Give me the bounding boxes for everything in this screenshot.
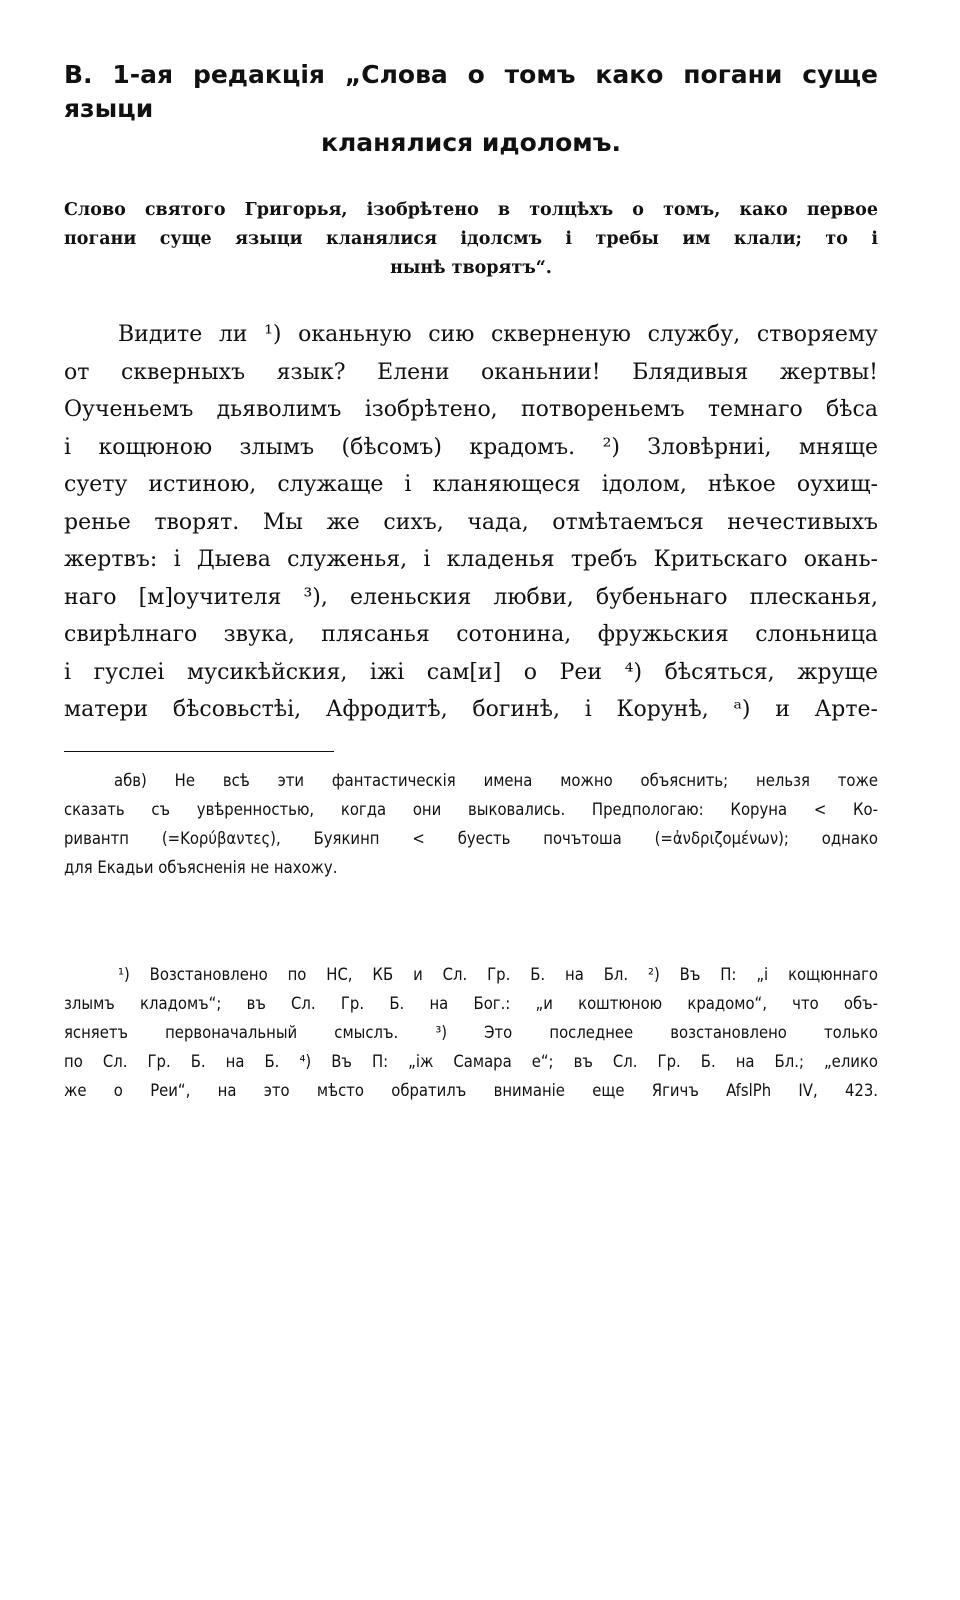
sermon-title-line: нынѣ творятъ“. [390, 258, 552, 278]
sermon-title-line: Слово святого Григорья, ізобрѣтено в толцѣхъ о томъ, како первое [64, 200, 878, 220]
footnote-line: же о Реи“, на это мѣсто обратилъ вниманіе еще Ягичъ AfslPh IV, 423. [64, 1080, 878, 1100]
text-line: Оученьемъ дьяволимъ ізобрѣтено, потвореньемъ темнаго бѣса [64, 397, 878, 422]
text-line: ренье творят. Мы же сихъ, чада, отмѣтаемъся нечестивыхъ [64, 509, 878, 535]
text-line: суету истиною, служаще і кланяющеся ідолом, нѣкое оухищ- [64, 472, 878, 497]
text-line: жертвъ: і Дыева служенья, і кладенья требъ Критьскаго окань- [64, 547, 878, 572]
sermon-title-line: погани суще языци кланялися ідолсмъ і требы им клали; то і [64, 229, 878, 249]
footnote-line: ¹) Возстановлено по НС, КБ и Сл. Гр. Б. на Бл. ²) Въ П: „і кощюннаго [118, 964, 878, 984]
editorial-note [64, 766, 878, 882]
footnotes [64, 960, 878, 1105]
text-line: от скверныхъ язык? Елени оканьнии! Блядивыя жертвы! [64, 359, 878, 385]
main-text [64, 316, 878, 729]
footnote-divider [64, 751, 334, 752]
text-line: і кощюною злымъ (бѣсомъ) крадомъ. ²) Зловѣрниі, мняще [64, 434, 878, 460]
footnote-line: злымъ кладомъ“; въ Сл. Гр. Б. на Бог.: „и коштюною крадомо“, что объ- [64, 993, 878, 1013]
text-line: Видите ли ¹) оканьную сию скверненую службу, створяему [118, 322, 878, 347]
document-page [64, 58, 878, 1105]
footnote-line: по Сл. Гр. Б. на Б. ⁴) Въ П: „іж Самара е“; въ Сл. Гр. Б. на Бл.; „елико [64, 1051, 878, 1071]
note-line: сказать съ увѣренностью, когда они выковались. Предпологаю: Коруна < Ко- [64, 799, 878, 819]
text-line: наго [м]оучителя ³), еленьския любви, бубеньнаго плесканья, [64, 584, 878, 610]
note-line: абв) Не всѣ эти фантастическія имена можно объяснить; нельзя тоже [114, 770, 878, 790]
heading-line: кланялися идоломъ. [321, 128, 621, 157]
section-heading [64, 58, 878, 160]
note-line: ривантп (=Κορύβαντες), Буякинп < буесть почътоша (=ἀνδριζομένων); однако [64, 828, 878, 848]
text-line: матери бѣсовьстѣі, Афродитѣ, богинѣ, і Корунѣ, ᵃ) и Арте- [64, 697, 878, 722]
sermon-title [64, 196, 878, 283]
text-line: свирѣлнаго звука, плясанья сотонина, фружьския слоньница [64, 622, 878, 647]
note-line: для Екадьи объясненія не нахожу. [64, 857, 338, 877]
heading-line: В. 1-ая редакція „Слова о томъ како погани суще языци [64, 60, 878, 123]
text-line: і гуслеі мусикѣйския, іжі сам[и] о Реи ⁴) бѣсяться, жруще [64, 659, 878, 685]
footnote-line: ясняетъ первоначальный смыслъ. ³) Это последнее возстановлено только [64, 1022, 878, 1042]
